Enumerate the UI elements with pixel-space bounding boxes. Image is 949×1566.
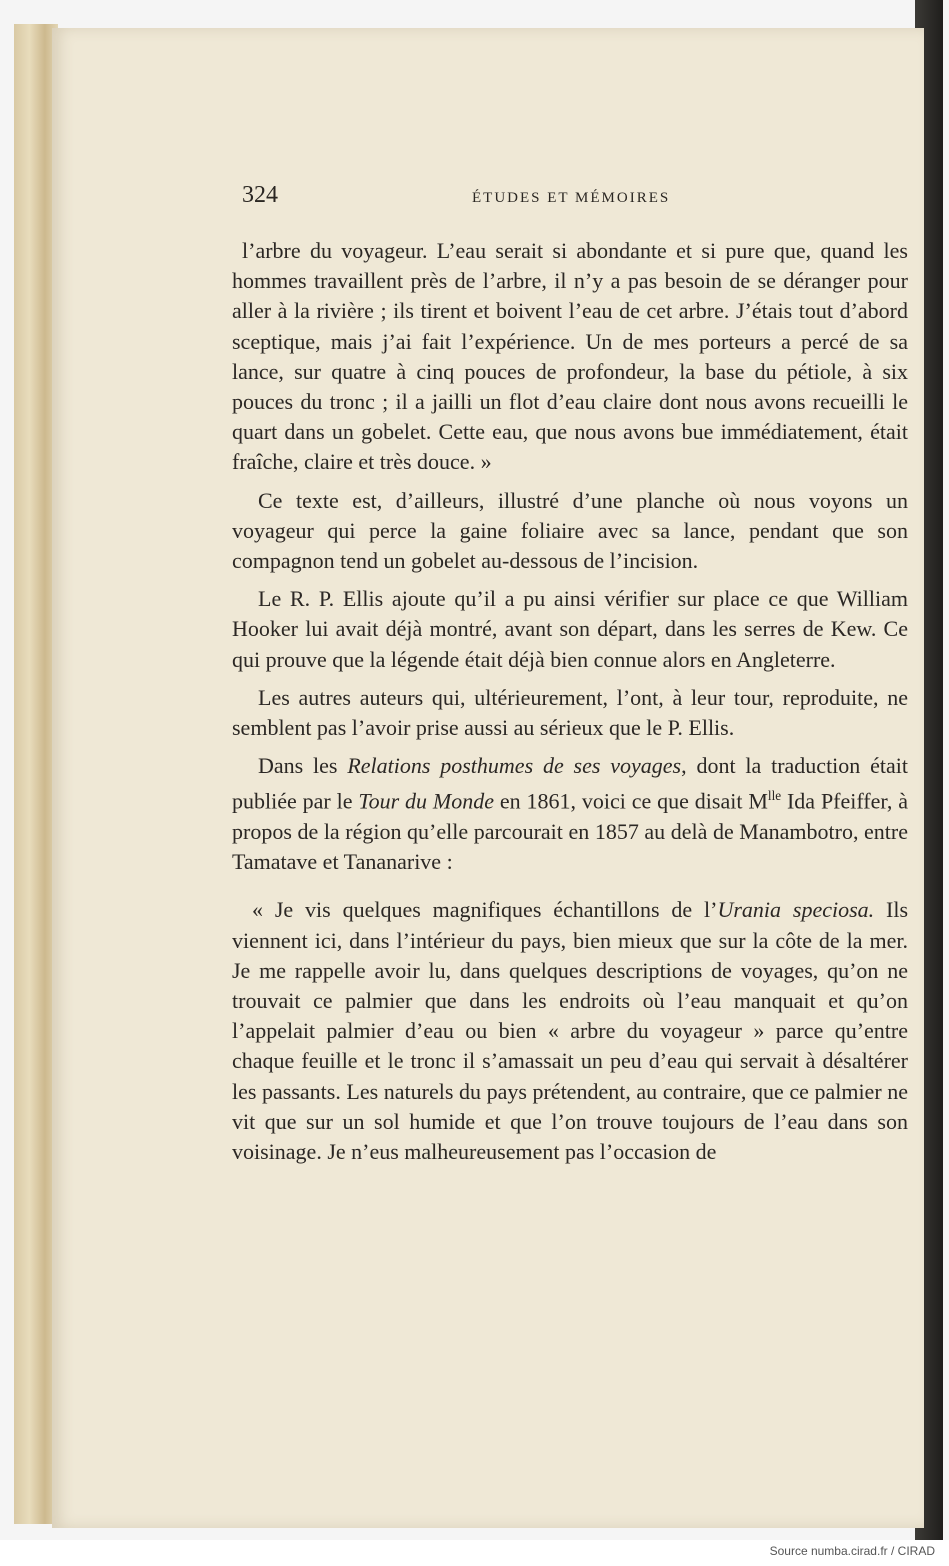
running-head	[242, 182, 902, 218]
page-number: 324	[242, 182, 278, 208]
text-segment: l’arbre du voyageur. L’eau serait si abondante et si pure que, quand les hommes travaillent près de l’arbre, il n’y a pas besoin de se déranger pour aller à la rivière ; ils tirent et boivent l’eau de cet arbre. J’étais tout d’abord sceptique, mais j’ai fait l’expérience. Un de mes porteurs a percé de sa lance, sur quatre à cinq pouces de profondeur, la base du pétiole, à six pouces du tronc ; il a jailli un flot d’eau claire dont nous avons recueilli le quart dans un gobelet. Cette eau, que nous avons bue immédiatement, était fraîche, claire et très douce. »	[232, 238, 908, 475]
text-segment: Ce texte est, d’ailleurs, illustré d’une planche où nous voyons un voyageur qui perce la gaine foliaire avec sa lance, pendant que son compagnon tend un gobelet au-dessous de l’incision.	[232, 487, 908, 574]
text-segment: « Je vis quelques magnifiques échantillons de l’	[252, 897, 718, 923]
paragraph	[232, 486, 908, 577]
body-text	[232, 236, 908, 1167]
text-segment: Relations posthumes de ses voyages	[347, 753, 682, 779]
text-segment: Dans les	[258, 753, 348, 779]
text-segment: Les autres auteurs qui, ultérieurement, l’ont, à leur tour, reproduite, ne semblent pas l’avoir prise aussi au sérieux que le P. Ellis.	[232, 684, 908, 741]
text-segment: Ils viennent ici, dans l’intérieur du pays, bien mieux que sur la côte de la mer. Je me rappelle avoir lu, dans quelques descriptions de voyages, qu’on ne trouvait ce palmier que dans les endroits où l’eau manquait et qu’on l’appelait palmier d’eau ou bien « arbre du voyageur » parce qu’entre chaque feuille et le tronc il s’amassait un peu d’eau qui servait à désaltérer les passants. Les naturels du pays prétendent, au contraire, que ce palmier ne vit que sur un sol humide et que l’on trouve toujours de l’eau dans son voisinage. Je n’eus malheureusement pas l’occasion de	[232, 897, 909, 1165]
paragraph	[232, 584, 908, 675]
quotation-paragraph	[232, 895, 908, 1167]
text-segment: lle	[767, 788, 782, 804]
text-segment: , dont la traduction était publiée par le	[232, 753, 908, 814]
paragraph	[232, 751, 908, 877]
header-title: ÉTUDES ET MÉMOIRES	[472, 190, 671, 206]
text-segment: en 1861, voici ce que disait M	[493, 788, 768, 814]
text-segment: Urania speciosa.	[717, 897, 875, 923]
text-segment: Ida Pfeiffer, à propos de la région qu’elle parcourait en 1857 au delà de Manambotro, entre Tamatave et Tananarive :	[232, 788, 908, 875]
source-credit: Source numba.cirad.fr / CIRAD	[769, 1544, 935, 1558]
text-segment: Tour du Monde	[358, 788, 494, 814]
text-segment: Le R. P. Ellis ajoute qu’il a pu ainsi vérifier sur place ce que William Hooker lui avait déjà montré, avant son départ, dans les serres de Kew. Ce qui prouve que la légende était déjà bien connue alors en Angleterre.	[232, 586, 908, 672]
paragraph	[232, 236, 908, 478]
paragraph	[232, 683, 908, 743]
